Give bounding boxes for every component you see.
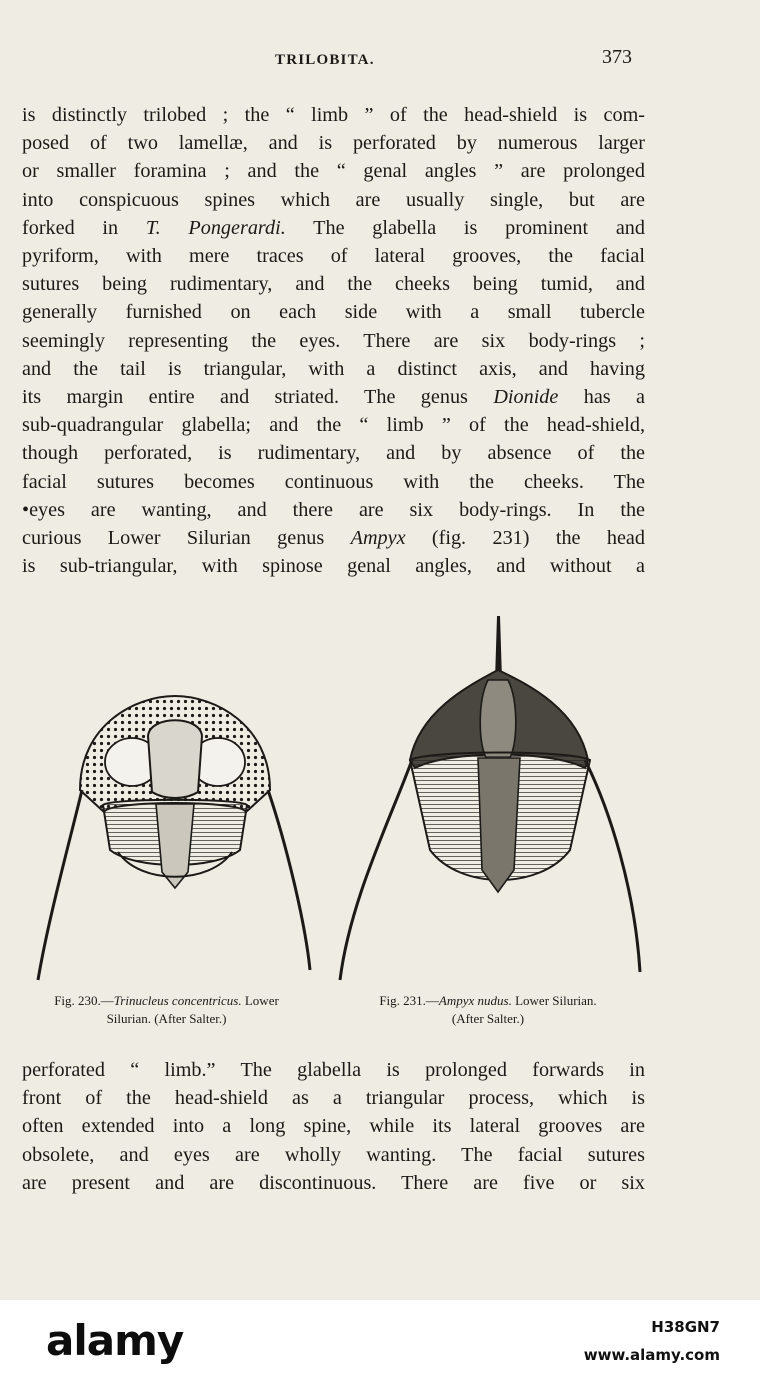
text-line: into conspicuous spines which are usually single, but are: [22, 188, 645, 211]
text-line: generally furnished on each side with a small tubercle: [22, 301, 645, 324]
body-paragraph-2: [22, 1056, 645, 1197]
text-run: its margin entire and striated. The genus: [22, 386, 494, 409]
caption-text: (After Salter.): [451, 1011, 525, 1026]
text-run: (fig. 231) the head: [405, 527, 645, 550]
caption-label: Fig. 230.—: [54, 993, 114, 1008]
text-line: often extended into a long spine, while its lateral grooves are: [22, 1115, 645, 1138]
body-paragraph-1: [22, 101, 645, 580]
text-line: •eyes are wanting, and there are six body-rings. In the: [22, 498, 645, 521]
text-run: forked in: [22, 216, 146, 239]
text-line: front of the head-shield as a triangular process, which is: [22, 1087, 645, 1110]
italic-genus-name: Ampyx: [350, 527, 406, 550]
caption-text: Lower: [241, 993, 279, 1008]
figure-230-caption: [14, 992, 319, 1028]
figure-area: [0, 600, 760, 1040]
italic-genus-name: Dionide: [493, 386, 559, 409]
running-head: TRILOBITA.: [275, 52, 375, 68]
text-line: is distinctly trilobed ; the “ limb ” of the head-shield is com-: [22, 104, 645, 126]
caption-species: Ampyx nudus.: [438, 993, 512, 1008]
stock-footer: [0, 1300, 760, 1390]
text-line: perforated “ limb.” The glabella is prolonged forwards in: [22, 1059, 645, 1081]
italic-species-name: T. Pongerardi.: [145, 216, 286, 239]
caption-text: Silurian. (After Salter.): [106, 1011, 227, 1026]
image-id: H38GN7: [651, 1318, 720, 1336]
text-line: [22, 214, 645, 242]
alamy-logo: alamy: [46, 1316, 184, 1365]
ampyx-illustration: [340, 616, 640, 980]
text-run: The glabella is prominent and: [285, 216, 645, 239]
caption-text: Lower Silurian.: [511, 993, 597, 1008]
caption-label: Fig. 231.—: [379, 993, 439, 1008]
text-line: obsolete, and eyes are wholly wanting. The facial sutures: [22, 1143, 645, 1166]
figures-illustration: [0, 600, 760, 990]
text-line: sutures being rudimentary, and the cheeks being tumid, and: [22, 273, 645, 296]
text-run: curious Lower Silurian genus: [22, 527, 351, 550]
text-line: sub-quadrangular glabella; and the “ limb ” of the head-shield,: [22, 414, 645, 437]
page-number: 373: [602, 46, 632, 68]
text-line: posed of two lamellæ, and is perforated by numerous larger: [22, 132, 645, 155]
page-header: [0, 46, 760, 76]
text-line: [22, 383, 645, 411]
text-line: though perforated, is rudimentary, and by absence of the: [22, 442, 645, 465]
text-line: and the tail is triangular, with a distinct axis, and having: [22, 357, 645, 380]
trinucleus-illustration: [38, 696, 310, 980]
site-url[interactable]: www.alamy.com: [583, 1346, 720, 1364]
text-line: facial sutures becomes continuous with the cheeks. The: [22, 470, 645, 493]
text-line: are present and are discontinuous. There are five or six: [22, 1171, 645, 1194]
text-line: is sub-triangular, with spinose genal angles, and without a: [22, 555, 645, 578]
caption-species: Trinucleus concentricus.: [113, 993, 242, 1008]
text-line: seemingly representing the eyes. There are six body-rings ;: [22, 329, 645, 352]
text-line: [22, 524, 645, 552]
text-line: pyriform, with mere traces of lateral grooves, the facial: [22, 245, 645, 268]
figure-231-caption: [338, 992, 638, 1028]
text-run: has a: [558, 386, 646, 409]
text-line: or smaller foramina ; and the “ genal angles ” are prolonged: [22, 160, 645, 183]
